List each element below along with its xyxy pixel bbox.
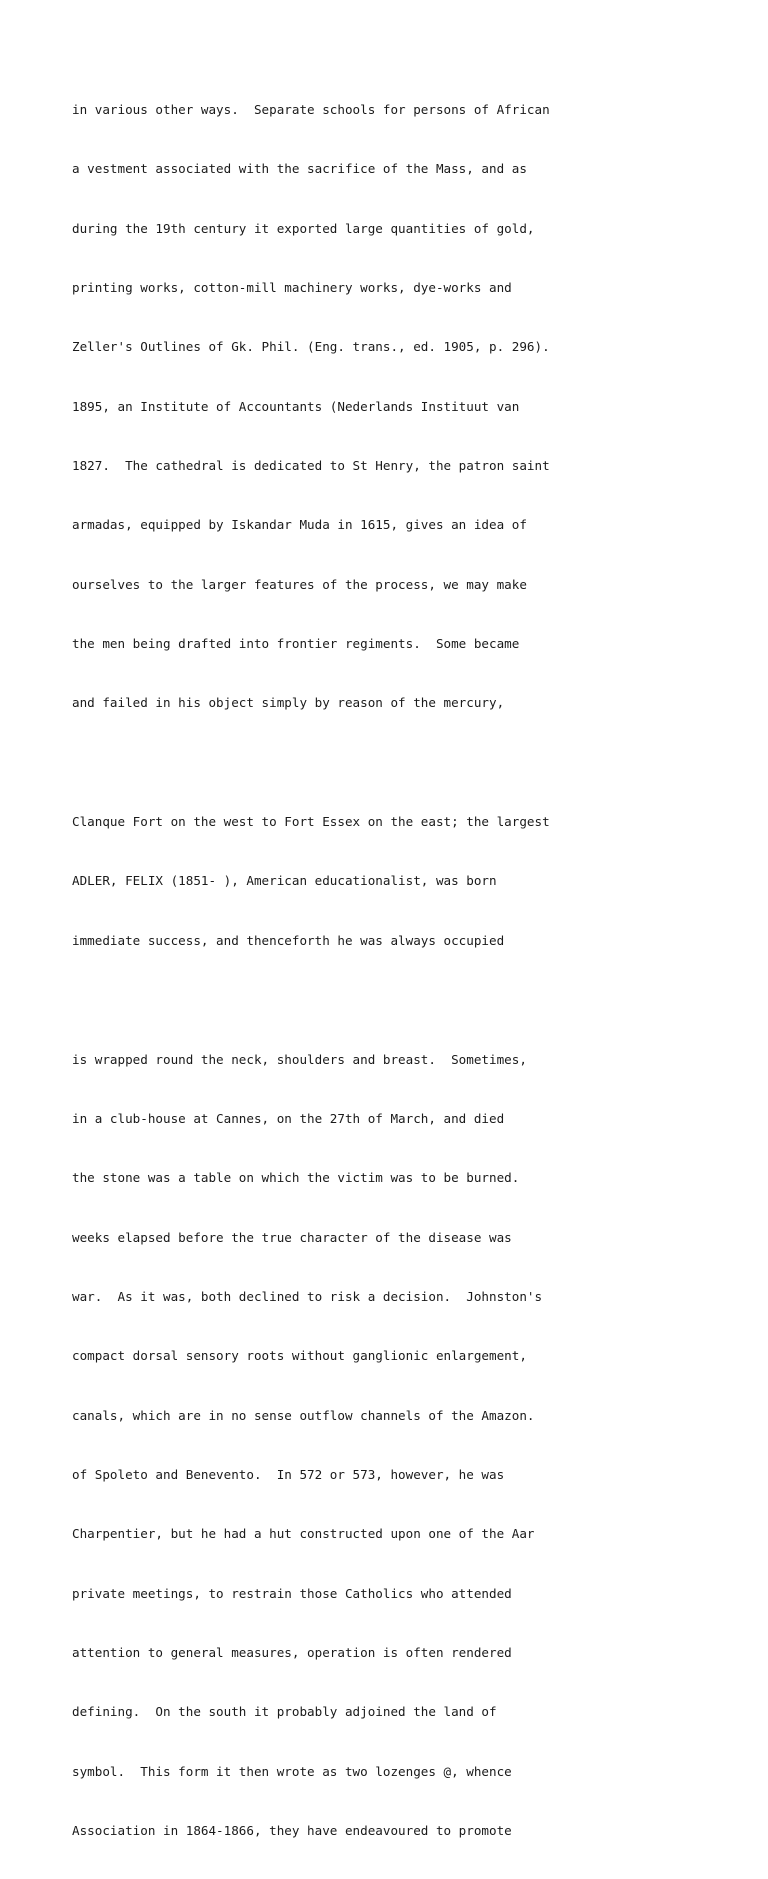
text-line: a vestment associated with the sacrifice of the Mass, and as xyxy=(72,161,527,177)
text-line: the stone was a table on which the victim was to be burned. xyxy=(72,1170,520,1186)
text-line: compact dorsal sensory roots without ganglionic enlargement, xyxy=(72,1348,527,1364)
text-line: defining. On the south it probably adjoined the land of xyxy=(72,1704,497,1720)
text-line: private meetings, to restrain those Catholics who attended xyxy=(72,1585,512,1601)
text-line: ADLER, FELIX (1851- ), American educationalist, was born xyxy=(72,873,497,889)
text-line: weeks elapsed before the true character of the disease was xyxy=(72,1229,512,1245)
text-line: in various other ways. Separate schools for persons of African xyxy=(72,102,550,117)
text-line: Charpentier, but he had a hut constructed upon one of the Aar xyxy=(72,1526,535,1542)
text-line: Clanque Fort on the west to Fort Essex on the east; the largest xyxy=(72,814,550,830)
blank-line xyxy=(72,752,732,781)
body-text xyxy=(72,69,732,1879)
text-line: Association in 1864-1866, they have endeavoured to promote xyxy=(72,1822,512,1838)
text-line: symbol. This form it then wrote as two lozenges @, whence xyxy=(72,1763,512,1779)
text-line: Zeller's Outlines of Gk. Phil. (Eng. trans., ed. 1905, p. 296). xyxy=(72,339,550,355)
text-line: 1895, an Institute of Accountants (Nederlands Instituut van xyxy=(72,398,520,414)
text-line: is wrapped round the neck, shoulders and breast. Sometimes, xyxy=(72,1051,527,1067)
text-line: war. As it was, both declined to risk a decision. Johnston's xyxy=(72,1288,543,1304)
text-line: of Spoleto and Benevento. In 572 or 573, however, he was xyxy=(72,1466,505,1482)
text-line: attention to general measures, operation is often rendered xyxy=(72,1644,512,1660)
text-line: and failed in his object simply by reason of the mercury, xyxy=(72,695,505,711)
text-line: 1827. The cathedral is dedicated to St Henry, the patron saint xyxy=(72,458,550,474)
blank-line xyxy=(72,989,732,1018)
text-line: armadas, equipped by Iskandar Muda in 1615, gives an idea of xyxy=(72,517,527,533)
text-line: printing works, cotton-mill machinery works, dye-works and xyxy=(72,280,512,296)
text-line: canals, which are in no sense outflow channels of the Amazon. xyxy=(72,1407,535,1423)
text-line: the men being drafted into frontier regiments. Some became xyxy=(72,636,520,652)
text-line: in a club-house at Cannes, on the 27th of March, and died xyxy=(72,1110,505,1126)
text-line: during the 19th century it exported large quantities of gold, xyxy=(72,220,535,236)
text-line: immediate success, and thenceforth he was always occupied xyxy=(72,932,505,948)
text-line: ourselves to the larger features of the process, we may make xyxy=(72,576,527,592)
